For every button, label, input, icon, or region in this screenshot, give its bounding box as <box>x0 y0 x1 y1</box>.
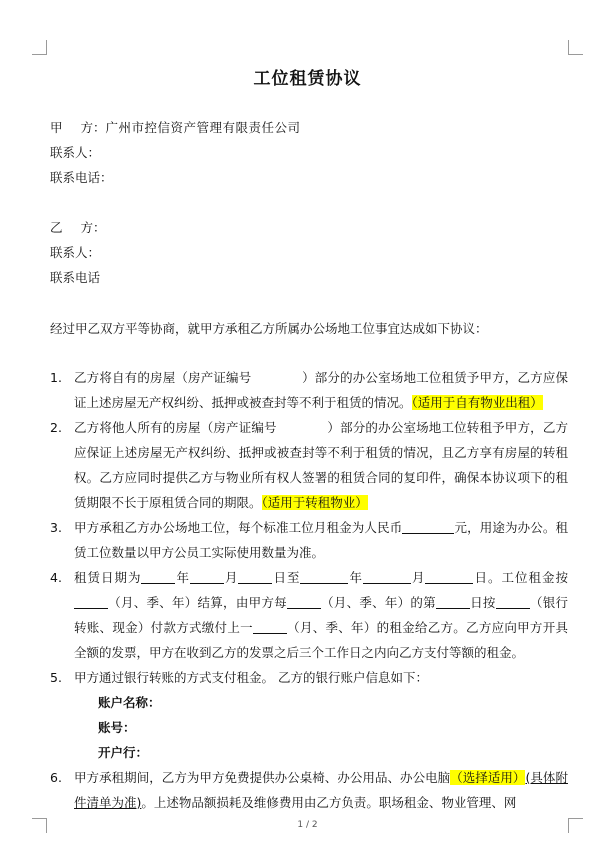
clause-text: 乙方将自有的房屋（房产证编号 ）部分的办公室场地工位租赁予甲方，乙方应保证上述房屋无产权纠纷、抵押或被查封等不利于租赁的情况。 <box>74 370 568 410</box>
clause-2 <box>50 415 568 515</box>
clause-number: 4. <box>50 570 62 585</box>
clause-body <box>74 515 568 565</box>
agreement-intro: 经过甲乙双方平等协商，就甲方承租乙方所属办公场地工位事宜达成如下协议： <box>50 321 488 336</box>
party-a-name: 广州市控信资产管理有限责任公司 <box>105 120 301 135</box>
party-a-contact: 联系人： <box>50 145 101 160</box>
clause-text-2: 元，用途为办公。租赁工位数量以甲方公员工实际使用数量为准。 <box>74 520 568 560</box>
blank <box>300 569 348 584</box>
party-b-contact: 联系人： <box>50 245 101 260</box>
clause-body <box>74 565 568 665</box>
clause-4 <box>50 565 568 665</box>
clause-1 <box>50 365 568 415</box>
clause-number: 1. <box>50 370 62 385</box>
clause-underlined: (具体附件清单为准) <box>74 770 568 810</box>
clause-5 <box>50 665 568 690</box>
party-b-phone: 联系电话 <box>50 270 101 285</box>
clause-highlight: （选择适用） <box>450 770 526 785</box>
blank <box>74 594 108 609</box>
document-title: 工位租赁协议 <box>253 69 362 89</box>
clause-text: 年 <box>175 570 190 585</box>
party-a-line <box>50 120 301 136</box>
party-b-label-2: 方： <box>80 220 106 235</box>
clause-body <box>74 365 568 415</box>
bank-branch: 开户行： <box>98 745 149 760</box>
clause-body <box>74 415 568 515</box>
clause-highlight: （适用于自有物业出租） <box>411 395 543 410</box>
clause-text: （月、季、年）的租金给乙方。乙方应向甲方开具全额的发票，甲方在收到乙方的发票之后三个工作日之内向乙方支付等额的租金。 <box>74 620 568 660</box>
blank <box>141 569 175 584</box>
clause-text: （银行转账、现金）付款方式缴付上一 <box>74 595 568 635</box>
party-a-phone: 联系电话： <box>50 170 113 185</box>
clause-text: 日至 <box>272 570 301 585</box>
clause-text: 月 <box>223 570 239 585</box>
party-a-label: 甲 <box>50 120 63 135</box>
clause-text: 租赁日期为 <box>74 570 142 585</box>
blank <box>425 569 473 584</box>
clause-text: 日按 <box>469 595 496 610</box>
clause-text: 甲方通过银行转账的方式支付租金。 乙方的银行账户信息如下： <box>74 670 428 685</box>
crop-mark-top-left <box>32 40 47 55</box>
bank-account-name: 账户名称： <box>98 695 161 710</box>
clause-text: 乙方将他人所有的房屋（房产证编号 ）部分的办公室场地工位转租予甲方，乙方应保证上述房屋无产权纠纷、抵押或被查封等不利于租赁的情况，且乙方享有房屋的转租权。乙方应同时提供乙方与物业所有权人签署的租赁合同的复印件，确保本协议项下的租赁期限不长于原租赁合同的期限。 <box>74 420 568 510</box>
clause-body <box>74 665 568 690</box>
blank <box>363 569 411 584</box>
crop-mark-top-right <box>568 40 583 55</box>
clause-body <box>74 765 568 815</box>
clause-number: 3. <box>50 520 62 535</box>
party-b-label: 乙 <box>50 220 63 235</box>
page-indicator: 1 / 2 <box>297 820 318 830</box>
blank <box>238 569 272 584</box>
blank <box>287 594 321 609</box>
clause-text: （月、季、年）结算，由甲方每 <box>108 595 287 610</box>
clause-text: 日。工位租金按 <box>473 570 568 585</box>
blank <box>253 619 287 634</box>
clause-number: 2. <box>50 420 62 435</box>
party-b-line <box>50 220 106 236</box>
clause-highlight: （适用于转租物业） <box>261 495 368 510</box>
clause-text: （月、季、年）的第 <box>320 595 436 610</box>
blank <box>190 569 224 584</box>
clause-3 <box>50 515 568 565</box>
clause-number: 6. <box>50 770 62 785</box>
blank <box>496 594 530 609</box>
clause-number: 5. <box>50 670 62 685</box>
clause-text-2: 。上述物品额损耗及维修费用由乙方负责。职场租金、物业管理、网 <box>141 795 517 810</box>
bank-account-number: 账号： <box>98 720 136 735</box>
clause-text: 月 <box>410 570 426 585</box>
clause-6 <box>50 765 568 815</box>
clause-text: 甲方承租期间，乙方为甲方免费提供办公桌椅、办公用品、办公电脑 <box>74 770 451 785</box>
clause-text: 年 <box>348 570 363 585</box>
party-a-label-2: 方： <box>80 120 106 135</box>
blank <box>436 594 470 609</box>
clause-text: 甲方承租乙方办公场地工位，每个标准工位月租金为人民币 <box>74 520 403 535</box>
rent-amount-blank <box>402 519 454 534</box>
